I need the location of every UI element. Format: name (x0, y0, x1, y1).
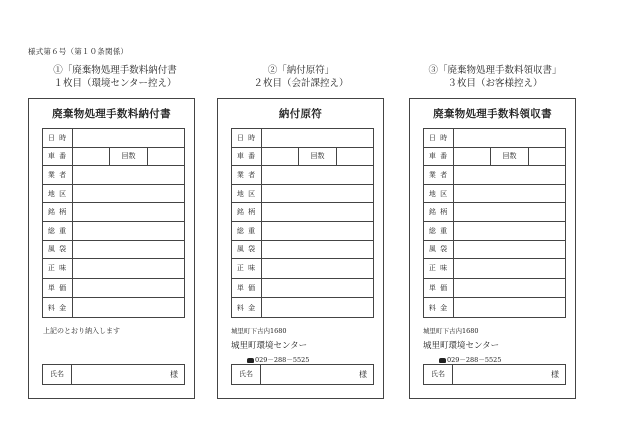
field-value-brand (454, 203, 566, 222)
field-label-vehicle-no: 車 番 (43, 147, 73, 166)
field-value-date (454, 129, 566, 148)
card-title: 納付原符 (278, 108, 323, 120)
field-label-gross-weight: 総 重 (232, 221, 262, 240)
field-label-fee: 料 金 (424, 298, 454, 318)
field-value-vehicle-no (73, 147, 110, 166)
center-address: 城里町下古内1680 (231, 327, 287, 335)
field-label-fee: 料 金 (43, 298, 73, 318)
name-box (231, 364, 374, 385)
field-label-unit-price: 単 価 (232, 278, 262, 298)
field-value-brand (262, 203, 374, 222)
field-label-business: 業 者 (43, 166, 73, 185)
field-label-fee: 料 金 (232, 298, 262, 318)
center-name: 城里町環境センター (231, 341, 308, 351)
field-label-district: 地 区 (43, 184, 73, 203)
field-label-net-weight: 正 味 (43, 259, 73, 279)
field-label-unit-price: 単 価 (43, 278, 73, 298)
receipt-card (409, 98, 576, 399)
field-value-gross-weight (262, 221, 374, 240)
field-label-gross-weight: 総 重 (424, 221, 454, 240)
field-value-gross-weight (73, 221, 185, 240)
field-label-net-weight: 正 味 (232, 259, 262, 279)
copy-heading-1-line1: ①「廃棄物処理手数料納付書 (53, 65, 177, 76)
field-label-net-weight: 正 味 (424, 259, 454, 279)
field-label-vehicle-no: 車 番 (232, 147, 262, 166)
field-value-bag (454, 240, 566, 259)
copy-heading-2-line1: ②「納付原符」 (267, 65, 335, 76)
honorific: 様 (170, 370, 178, 379)
field-value-fee (73, 298, 185, 318)
field-label-count: 回数 (299, 147, 336, 166)
field-value-district (454, 184, 566, 203)
field-label-district: 地 区 (232, 184, 262, 203)
name-box (42, 364, 185, 385)
field-label-unit-price: 単 価 (424, 278, 454, 298)
center-phone (439, 355, 501, 364)
field-label-district: 地 区 (424, 184, 454, 203)
field-label-count: 回数 (491, 147, 528, 166)
field-label-brand: 銘 柄 (232, 203, 262, 222)
payment-note: 上記のとおり納入します (43, 327, 120, 335)
field-label-vehicle-no: 車 番 (424, 147, 454, 166)
card-title: 廃棄物処理手数料納付書 (52, 108, 171, 120)
copy-heading-3 (405, 64, 585, 90)
phone-icon (247, 358, 254, 363)
field-value-business (454, 166, 566, 185)
form-number: 様式第６号（第１０条関係） (28, 47, 129, 56)
payment-stub-card (217, 98, 384, 399)
field-value-count (336, 147, 373, 166)
field-value-brand (73, 203, 185, 222)
field-label-date: 日 時 (424, 129, 454, 148)
fee-fields-table (42, 128, 185, 318)
field-value-unit-price (454, 278, 566, 298)
center-phone-number: 029－288－5525 (255, 356, 310, 364)
copy-heading-3-line1: ③「廃棄物処理手数料領収書」 (428, 65, 562, 76)
center-phone (247, 355, 309, 364)
field-label-bag: 風 袋 (424, 240, 454, 259)
field-value-business (73, 166, 185, 185)
field-label-business: 業 者 (232, 166, 262, 185)
field-value-net-weight (73, 259, 185, 279)
field-label-brand: 銘 柄 (424, 203, 454, 222)
field-label-bag: 風 袋 (43, 240, 73, 259)
honorific: 様 (551, 370, 559, 379)
name-label: 氏名 (232, 365, 261, 384)
field-label-business: 業 者 (424, 166, 454, 185)
field-label-brand: 銘 柄 (43, 203, 73, 222)
copy-heading-1 (25, 64, 205, 90)
name-label: 氏名 (424, 365, 453, 384)
field-value-net-weight (454, 259, 566, 279)
card-title: 廃棄物処理手数料領収書 (433, 108, 552, 120)
field-value-net-weight (262, 259, 374, 279)
field-value-count (528, 147, 565, 166)
copy-heading-2 (211, 64, 391, 90)
honorific: 様 (359, 370, 367, 379)
field-value-unit-price (262, 278, 374, 298)
field-label-date: 日 時 (43, 129, 73, 148)
field-value-bag (73, 240, 185, 259)
field-label-count: 回数 (110, 147, 147, 166)
field-value-vehicle-no (454, 147, 491, 166)
phone-icon (439, 358, 446, 363)
field-value-gross-weight (454, 221, 566, 240)
center-phone-number: 029－288－5525 (447, 356, 502, 364)
field-value-fee (262, 298, 374, 318)
field-label-date: 日 時 (232, 129, 262, 148)
fee-fields-table (423, 128, 566, 318)
payment-slip-card (28, 98, 195, 399)
name-label: 氏名 (43, 365, 72, 384)
field-label-bag: 風 袋 (232, 240, 262, 259)
center-name: 城里町環境センター (423, 341, 500, 351)
copy-heading-2-line2: ２枚目（会計課控え） (253, 78, 349, 89)
field-value-business (262, 166, 374, 185)
fee-fields-table (231, 128, 374, 318)
field-value-district (262, 184, 374, 203)
field-value-date (262, 129, 374, 148)
center-address: 城里町下古内1680 (423, 327, 479, 335)
copy-heading-1-line2: １枚目（環境センター控え） (53, 78, 177, 89)
field-value-count (147, 147, 184, 166)
field-value-date (73, 129, 185, 148)
field-value-unit-price (73, 278, 185, 298)
name-box (423, 364, 566, 385)
field-value-vehicle-no (262, 147, 299, 166)
copy-heading-3-line2: ３枚目（お客様控え） (447, 78, 543, 89)
field-value-bag (262, 240, 374, 259)
field-value-fee (454, 298, 566, 318)
field-value-district (73, 184, 185, 203)
field-label-gross-weight: 総 重 (43, 221, 73, 240)
